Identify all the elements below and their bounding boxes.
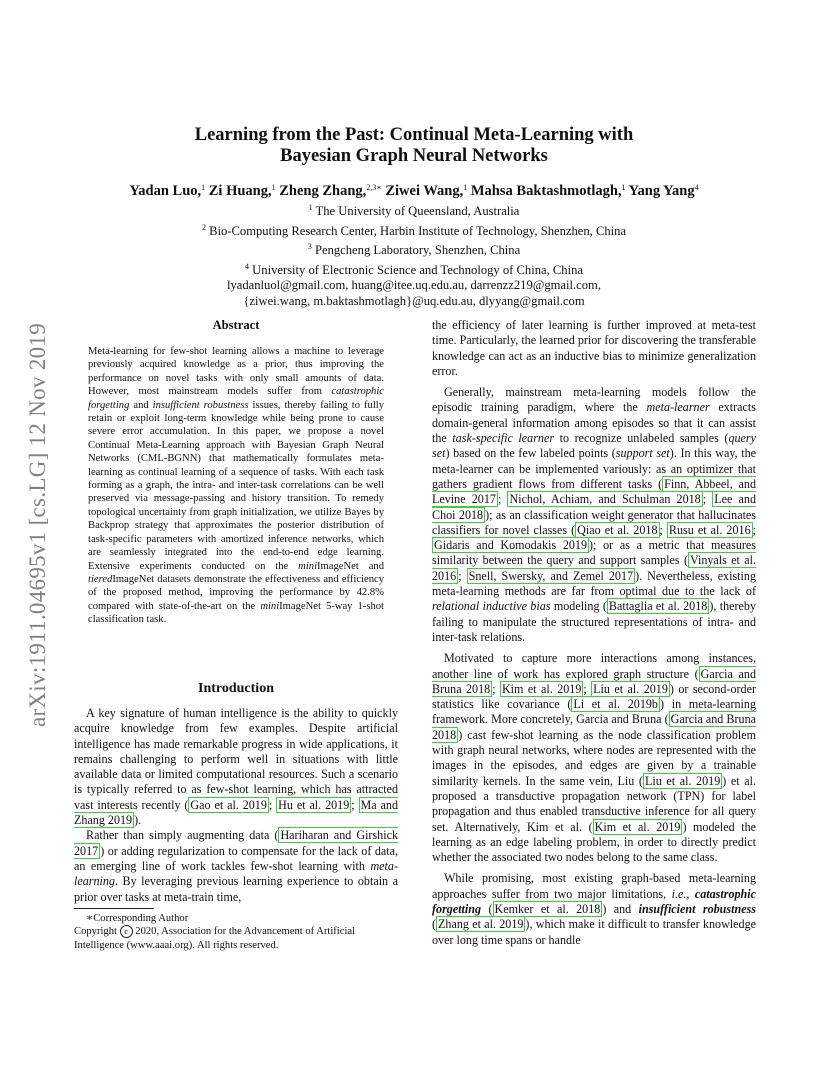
citation-link[interactable]: Gao et al. 2019 (190, 797, 267, 812)
title-line-2: Bayesian Graph Neural Networks (280, 146, 548, 166)
citation-link[interactable]: Kemker et al. 2018 (494, 901, 601, 916)
citation-link[interactable]: Finn, Abbeel, and Levine 2017 (432, 476, 756, 507)
citation-link[interactable]: Hu et al. 2019 (278, 797, 350, 812)
title-block (70, 125, 758, 310)
affiliation-list (70, 200, 758, 310)
title-line-1: Learning from the Past: Continual Meta-Learning with (194, 125, 634, 145)
affiliation: $^4$ University of Electronic Science and Technology of China, China (245, 261, 583, 277)
corresponding-author-note: ∗Corresponding Author (86, 913, 189, 924)
arxiv-sidebar (14, 285, 62, 765)
paragraph: Rather than simply augmenting data ( Hariharan and Girshick 2017 ) or adding regularization to compensate for the lack of data, an emerging line of work tackles few-shot learning with meta-learning. By leveraging previous learning experience to obtain a prior over tasks at meta-train time, (74, 828, 398, 904)
abstract-body: Meta-learning for few-shot learning allows a machine to leverage previously acquired knowledge as a prior, thus improving the performance on novel tasks with only small amounts of data. However, most mainstream models suffer from catastrophic forgetting and insufficient robustness issues, thereby failing to fully retain or exploit long-term knowledge while being prone to cause severe error accumulation. In this paper, we propose a novel Continual Meta-Learning approach with Bayesian Graph Neural Networks (CML-BGNN) that mathematically formulates meta-learning as continual learning of a sequence of tasks. With each task forming as a graph, the intra- and inter-task correlations can be well preserved via message-passing and history transition. To remedy topological uncertainty from graph initialization, we utilize Bayes by Backprop strategy that approximates the posterior distribution of task-specific parameters with amortized inference networks, which are seamlessly integrated into the end-to-end edge learning. Extensive experiments conducted on the miniImageNet and tieredImageNet datasets demonstrate the effectiveness and efficiency of the proposed method, improving the performance by 42.8% compared with state-of-the-art on the miniImageNet 5-way 1-shot classification task. (88, 346, 385, 626)
citation-link[interactable]: Gidaris and Komodakis 2019 (434, 538, 588, 553)
abstract-heading: Abstract (212, 318, 260, 332)
affiliation: $^2$ Bio-Computing Research Center, Harbin Institute of Technology, Shenzhen, China (201, 222, 627, 238)
paragraph: Generally, mainstream meta-learning models follow the episodic training paradigm, where the meta-learner extracts domain-general information among episodes so that it can assist the task-specific learner to recognize unlabeled samples (query set) based on the few labeled points (support set). In this way, the meta-learner can be implemented variously: as an optimizer that gathers gradient flows from different tasks ( Finn, Abbeel, and Levine 2017 ; Nichol, Achiam, and Schulman 2018 ; Lee and Choi 2018 ); as an classification weight generator that hallucinates classifiers for novel classes ( Qiao et al. 2018 ; Rusu et al. 2016 ; Gidaris and Komodakis 2019 ); or as a metric that measures similarity between the query and support samples ( Vinyals et al. 2016 ; Snell, Swersky, and Zemel 2017 ). Nevertheless, existing meta-learning methods are far from optimal due to the lack of relational inductive bias modeling ( Battaglia et al. 2018 ), thereby failing to manipulate the structured representations of intra- and inter-task relations. (432, 385, 757, 644)
copyright-icon: c (120, 925, 133, 938)
introduction-heading: Introduction (198, 681, 274, 696)
citation-link[interactable]: Rusu et al. 2016 (668, 522, 751, 537)
citation-link[interactable]: Hariharan and Girshick 2017 (74, 828, 398, 858)
introduction-body (74, 706, 398, 905)
paragraph: the efficiency of later learning is further improved at meta-test time. Particularly, the learned prior for discovering the transferable knowledge can act as an inductive bias to minimize generalization error. (432, 318, 756, 378)
citation-link[interactable]: Garcia and Bruna 2018 (432, 666, 756, 696)
citation-link[interactable]: Zhang et al. 2019 (438, 917, 524, 932)
citation-link[interactable]: Nichol, Achiam, and Schulman 2018 (509, 492, 701, 507)
paper-title (70, 125, 758, 167)
paragraph: While promising, most existing graph-based meta-learning approaches suffer from two major limitations, i.e., catastrophic forgetting ( Kemker et al. 2018 ) and insufficient robustness ( Zhang et al. 2019 ), which make it difficult to transfer knowledge over long time spans or handle (432, 871, 756, 947)
footnote-rule (74, 908, 154, 909)
citation-link[interactable]: Ma and Zhang 2019 (74, 797, 398, 828)
arxiv-id: arXiv:1911.04695v1 [cs.LG] 12 Nov 2019 (25, 322, 50, 728)
citation-link[interactable]: Kim et al. 2019 (501, 681, 582, 696)
copyright-note: Copyright c 2020, Association for the Advancement of Artificial Intelligence (www.aaai.org). All rights reserved. (74, 926, 356, 951)
affiliation: $^3$ Pengcheng Laboratory, Shenzhen, China (307, 242, 521, 258)
citation-link[interactable]: Snell, Swersky, and Zemel 2017 (468, 568, 634, 583)
author: Zheng Zhang,$^{2,3∗}$ (279, 183, 382, 199)
citation-link[interactable]: Kim et al. 2019 (594, 819, 681, 834)
citation-link[interactable]: Liu et al. 2019 (593, 681, 668, 696)
citation-link[interactable]: Garcia and Bruna 2018 (432, 712, 756, 742)
citation-link[interactable]: Vinyals et al. 2016 (432, 553, 756, 583)
affiliation: $^1$ The University of Queensland, Australia (308, 203, 520, 218)
email-line: lyadanluol@gmail.com, huang@itee.uq.edu.au, darrenzz219@gmail.com, (226, 278, 601, 293)
footnote (74, 912, 398, 952)
author: Ziwei Wang,$^1$ (385, 183, 468, 199)
paragraph: Motivated to capture more interactions among instances, another line of work has explored graph structure ( Garcia and Bruna 2018 ; Kim et al. 2019 ; Liu et al. 2019 ) or second-order statistics like covariance ( Li et al. 2019b ) in meta-learning framework. More concretely, Garcia and Bruna ( Garcia and Bruna 2018 ) cast few-shot learning as the node classification problem with graph neural networks, where nodes are represented with the images in the episodes, and edges are given by a trainable similarity kernels. In the same vein, Liu ( Liu et al. 2019 ) et al. proposed a transductive propagation network (TPN) for label propagation and thus enabled transductive inference for all query set. Alternatively, Kim et al. ( Kim et al. 2019 ) modeled the learning as an edge labeling problem, in order to directly predict whether the associated two nodes belong to the same class. (432, 651, 756, 865)
citation-link[interactable]: Liu et al. 2019 (644, 773, 721, 788)
citation-link[interactable]: Lee and Choi 2018 (432, 492, 756, 522)
author-list (70, 179, 758, 200)
email-line: {ziwei.wang, m.baktashmotlagh}@uq.edu.au, dlyyang@gmail.com (243, 293, 585, 308)
citation-link[interactable]: Qiao et al. 2018 (577, 522, 658, 537)
paragraph: A key signature of human intelligence is the ability to quickly acquire knowledge from few examples. Despite artificial intelligence has made remarkable progress in wide applications, it remains challenging to perform well in situations with little available data or limited computational resources. Such a scenario is typically referred to as few-shot learning, which has attracted vast interests recently ( Gao et al. 2019 ; Hu et al. 2019 ; Ma and Zhang 2019 ). (74, 706, 398, 828)
author: Mahsa Baktashmotlagh,$^1$ (470, 183, 626, 199)
citation-link[interactable]: Li et al. 2019b (573, 697, 658, 712)
right-column (432, 318, 756, 948)
citation-link[interactable]: Battaglia et al. 2018 (608, 599, 708, 614)
author: Zi Huang,$^1$ (208, 183, 276, 199)
author: Yadan Luo,$^1$ (129, 183, 206, 199)
author: Yang Yang$^4$ (628, 183, 699, 199)
